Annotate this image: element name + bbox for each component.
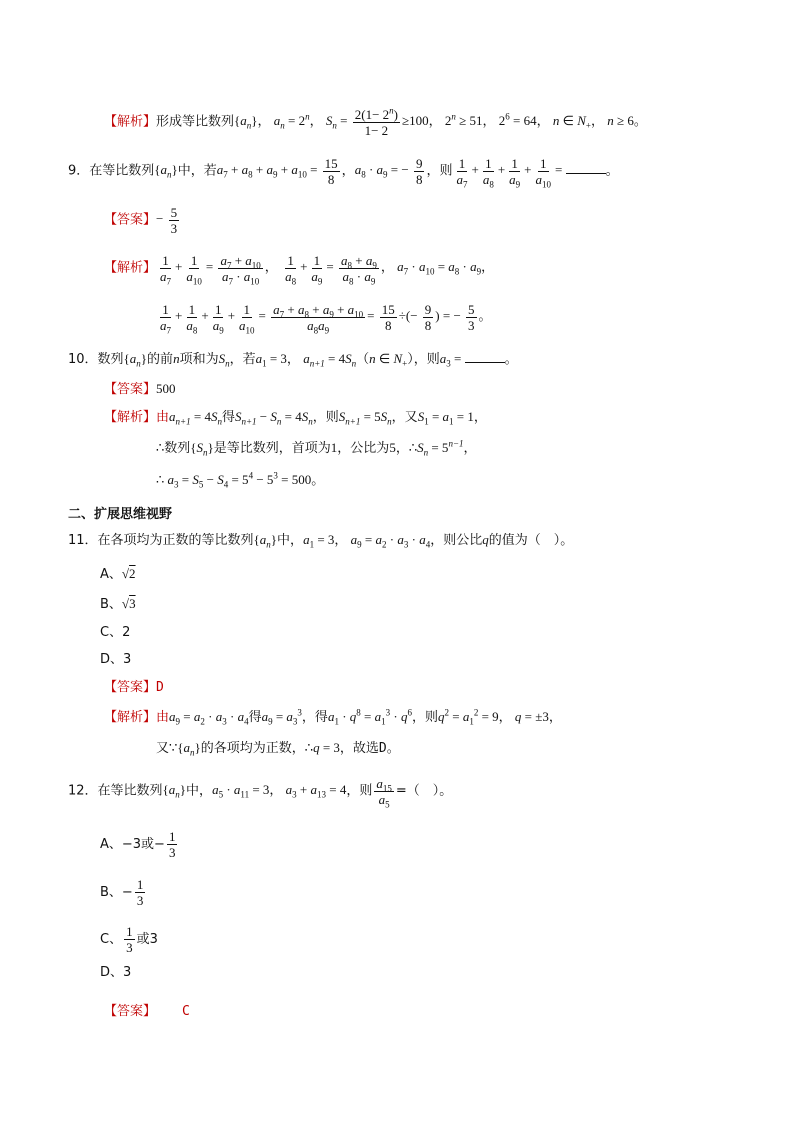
q12-stem: 12．在等比数列$\{a_n\}$中，$a_5 \cdot a_{11} = 3$， $a_3 + a_{13} = 4$，则 $\frac{a_{15}}{a_5}$ =（ ）。 xyxy=(68,776,453,810)
q11-option-d: D、3 xyxy=(100,652,132,667)
q9-then: ，则 xyxy=(426,163,453,179)
q12-option-b: B、− $\frac{1}{3}$ xyxy=(100,877,144,908)
analysis-label: 【解析】 xyxy=(104,710,157,725)
q11-answer-line xyxy=(104,679,164,697)
q10-text-e: ，则 xyxy=(413,352,440,367)
answer-blank xyxy=(566,161,606,174)
q11-an-end: 。 xyxy=(386,741,400,756)
q12-option-d: D、3 xyxy=(100,965,132,980)
q12-text-c: ，则 xyxy=(346,783,373,799)
q11-stem: 11．在各项均为正数的等比数列$\{a_n\}$中，$a_1 = 3$， $a_9 = a_2 \cdot a_3 \cdot a_4$，则公比q的值为（ ）。 xyxy=(68,532,574,550)
q10-text-d: ，若 xyxy=(229,352,256,367)
q12-text-b: 中， xyxy=(186,783,213,799)
q8-analysis-line xyxy=(104,107,647,138)
q10-an-g: ，公比为 xyxy=(337,441,390,456)
q11-an-g: ，故选 xyxy=(339,741,379,756)
q11-an-d: ，则 xyxy=(411,710,438,725)
q11-number: 11．在各项均为正数的等比数列 xyxy=(68,533,254,548)
q11-option-b-label: B、 xyxy=(100,597,122,612)
q11-answer: D xyxy=(156,680,164,695)
answer-label: 【答案】 xyxy=(104,680,157,695)
q9-analysis-line1: 【解析】 $\frac{1}{a_7}$ + $\frac{1}{a_{10}}$ = $\frac{a_7 + a_{10}}{a_7 \cdot a_{10}}$ ， $\frac{1}{a_8}$ + $\frac{1}{a_9}$ = $\frac{a_8 + a_9}{a_8 \cdot a_9}$ ， $a_7 \cdot a_{10} = a_8 \cdot a_9$， xyxy=(104,253,495,287)
q12-option-a: A、−3或− $\frac{1}{3}$ xyxy=(100,829,176,860)
q10-stem: 10．数列$\{a_n\}$的前n项和为$S_n$，若$a_1 = 3$， $a_{n+1} = 4S_n(n$ ∈ $N_+$），则$a_3$ = 。 xyxy=(68,351,518,369)
q12-option-c-label: C、 xyxy=(100,932,123,947)
q11-text-b: 中， xyxy=(277,533,304,548)
q12-option-c: C、 $\frac{1}{3}$ 或3 xyxy=(100,924,158,955)
q10-an-f: 是等比数列，首项为 xyxy=(213,441,331,456)
answer-label: 【答案】 xyxy=(104,1004,157,1019)
q11-an-a: 由 xyxy=(156,710,170,725)
q10-an-d: ，又 xyxy=(391,410,418,425)
q11-option-c: C、2 xyxy=(100,625,131,640)
answer-label: 【答案】 xyxy=(104,382,157,397)
q11-an-f: 的各项均为正数，∴ xyxy=(200,741,314,756)
section2-title: 二、扩展思维视野 xyxy=(68,507,173,522)
q8-analysis-lead: 形成等比数列 xyxy=(156,114,235,130)
q11-option-a-label: A、 xyxy=(100,567,122,582)
q9-text: 中，若 xyxy=(177,163,217,179)
answer-blank xyxy=(465,350,505,363)
q12-answer: C xyxy=(182,1004,190,1019)
q10-an-b: 得 xyxy=(221,410,235,425)
q11-an-choice: D xyxy=(378,741,387,756)
q12-answer-line xyxy=(104,1003,190,1021)
q10-answer-line xyxy=(104,380,176,399)
q10-analysis-line2: ∴数列$\{S_n\}$是等比数列，首项为1，公比为5，$\therefore S_n = 5^{n-1}$， xyxy=(156,438,477,458)
q11-an-b: 得 xyxy=(248,710,262,725)
q9-analysis-line2: $\frac{1}{a_7}$ + $\frac{1}{a_8}$ + $\frac{1}{a_9}$ + $\frac{1}{a_{10}}$ = $\frac{a_7 + a_8 + a_9 + a_{10}}{a_8a_9}$ = $\frac{15}{8}$ ÷(− $\frac{9}{8}$ ) = − $\frac{5}{3}$ 。 xyxy=(160,302,492,336)
q10-an-e: ∴数列 xyxy=(156,441,191,456)
q10-analysis-line1: 【解析】由$a_{n+1} = 4S_n$得$S_{n+1} - S_n = 4S_n$，则$S_{n+1} = 5S_n$，又$S_1 = a_1 = 1$， xyxy=(104,409,487,427)
q10-end: 。 xyxy=(504,352,518,367)
q9-number: 9．在等比数列 xyxy=(68,163,155,179)
q10-text-b: 的前 xyxy=(147,352,174,367)
q11-analysis-line2: 又$\because\{a_n\}$的各项均为正数，∴q = 3，故选D。 xyxy=(156,740,400,758)
q11-text-d: 的值为（ ）。 xyxy=(488,533,574,548)
q12-option-a-label: A、−3或− xyxy=(100,837,165,852)
q12-option-b-label: B、− xyxy=(100,885,133,900)
q11-an-e: 又∵ xyxy=(156,741,178,756)
q10-analysis-line3: ∴ $a_3 = S_5 - S_4 = 5^4 - 5^3 = 500$。 xyxy=(156,470,325,490)
q10-an-c: ，则 xyxy=(312,410,339,425)
q10-text-c: 项和为 xyxy=(179,352,219,367)
q9-answer: − $\frac{5}{3}$ xyxy=(156,205,178,236)
q10-an-a: 由 xyxy=(156,410,170,425)
analysis-label: 【解析】 xyxy=(104,260,157,276)
q11-analysis-line1: 【解析】由$a_9 = a_2 \cdot a_3 \cdot a_4$得$a_9 = a_3^3$，得$a_1 \cdot q^8 = a_1^3 \cdot q^6$，则$q^2 = a_1^2 = 9$， q = ±3， xyxy=(104,707,562,727)
q10-number: 10．数列 xyxy=(68,352,124,367)
q9-stem: 9．在等比数列$\{a_n\}$中，若$a_7 + a_8 + a_9 + a_{10}$ = $\frac{15}{8}$ ，$a_8 \cdot a_9$ = − $\frac{9}{8}$ ，则 $\frac{1}{a_7}$ + $\frac{1}{a_8}$ + $\frac{1}{a_9}$ + $\frac{1}{a_{10}}$ = 。 xyxy=(68,156,619,190)
q12-option-c-suffix: 或3 xyxy=(136,932,158,947)
q11-an-c: ，得 xyxy=(301,710,328,725)
q11-option-a: A、√2 xyxy=(100,566,136,582)
q10-an-h: ，∴ xyxy=(395,441,418,456)
q11-option-b: B、√3 xyxy=(100,596,136,612)
q9-comma: ， xyxy=(341,163,355,179)
q12-text-d: =（ ）。 xyxy=(395,783,453,799)
q9-answer-line xyxy=(104,205,181,236)
analysis-label: 【解析】 xyxy=(104,410,157,425)
q12-number: 12．在等比数列 xyxy=(68,783,163,799)
answer-label: 【答案】 xyxy=(104,212,157,228)
q10-answer: 500 xyxy=(156,381,176,396)
analysis-label: 【解析】 xyxy=(104,114,157,130)
q11-text-c: ，则公比 xyxy=(430,533,483,548)
q9-end: 。 xyxy=(605,163,619,179)
q8-analysis-math: $\{a_n\}$， $a_n = 2^n$， $S_n$ = $\frac{2(1- 2^n)}{1- 2}$ ≥100， $2^n \ge 51$， $2^6 = 64$， n ∈ $N_+$， n ≥ 6。 xyxy=(234,105,647,138)
